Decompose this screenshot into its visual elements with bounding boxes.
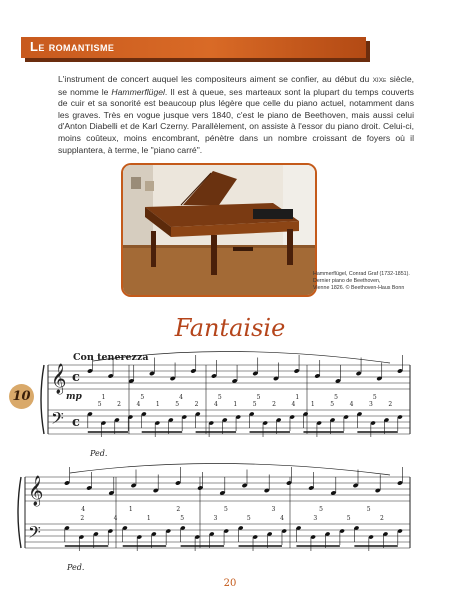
fingering-number: 3 [369,401,373,408]
fingering-number: 5 [246,515,251,522]
fingering-number: 3 [271,506,276,513]
fingering-number: 5 [217,394,222,401]
intro-text-3: . Il est à queue, ses marteaux sont la plupart du temps couverts de cuir et sa sonorité est beaucoup plus légère que celle du piano actuel, notamment dans les graves. Très en vogue jusque vers 1840, c'est le piano de Beethoven, mais aussi celui d'Anton Diabelli et de Karl Czerny. Parallèlement, on assiste à l'essor du piano droit. Celui-ci, moins coûteux, moins encombrant, pénètre dans un nombre croissant de foyers où il supplantera, à terme, le "piano carré". [58,86,414,155]
bass-clef-icon: 𝄢 [28,522,41,546]
caption-line-2: Dernier piano de Beethoven, [313,278,381,284]
time-signature: c [72,415,80,430]
fingering-number: 5 [366,506,371,513]
fingering-number: 2 [194,401,199,408]
fingering-number: 5 [180,515,185,522]
fingering-number: 1 [101,394,106,401]
fingering-number: 5 [252,401,257,408]
system-brace [41,365,44,434]
fingering-number: 4 [291,401,296,408]
phrase-slur [93,351,390,363]
fingering-number: 5 [175,401,180,408]
intro-century: XIXe [372,77,387,84]
fingering-number: 1 [128,506,133,513]
caption-line-1: Hammerflügel, Conrad Graf (1732-1851). [313,271,410,277]
fingering-number: 2 [176,506,181,513]
fingering-number: 5 [223,506,228,513]
fingering-number: 1 [233,401,238,408]
fingering-number: 5 [334,394,338,401]
tempo-marking: Con tenerezza [73,352,149,363]
fingering-number: 2 [388,401,393,408]
fingering-number: 4 [136,401,141,408]
phrase-slur [70,463,390,475]
fingering-number: 1 [146,515,151,522]
system-brace [18,477,21,548]
fingering-number: 4 [113,515,118,522]
treble-clef-icon: 𝄞 [51,364,67,394]
fingering-number: 2 [117,401,121,408]
fingering-number: 1 [295,394,300,401]
fingering-number: 3 [213,515,218,522]
fingering-number: 4 [280,515,284,522]
fingering-number: 4 [214,401,218,408]
piece-title: Fantaisie [174,314,286,342]
bass-clef-icon: 𝄢 [51,408,64,432]
time-signature: c [72,370,80,385]
fingering-number: 5 [319,506,323,513]
page-number: 20 [223,578,237,589]
fingering-number: 5 [346,515,351,522]
fingering-number: 3 [313,515,318,522]
fingering-number: 5 [256,394,261,401]
fingering-number: 2 [80,515,85,522]
pedal-marking: Ped. [67,563,85,572]
fingering-number: 4 [349,401,354,408]
intro-italic-term: Hammerflügel [111,86,165,97]
fingering-number: 4 [81,506,86,513]
section-title: Le romantisme [30,39,115,54]
fingering-number: 5 [140,394,145,401]
intro-text-1: L'instrument de concert auquel les compositeurs aiment se confier, au début du [58,74,373,84]
intro-text-2: siècle, se nomme le [58,74,414,97]
fingering-number: 4 [179,394,183,401]
fingering-number: 5 [97,401,102,408]
fingering-number: 2 [380,515,384,522]
fingering-number: 5 [372,394,377,401]
treble-clef-icon: 𝄞 [28,476,44,506]
caption-line-3: Vienne 1826. © Beethoven-Haus Bonn [313,285,405,291]
fingering-number: 2 [272,401,276,408]
fingering-number: 1 [155,401,160,408]
dynamic-marking: mp [66,392,82,402]
fingering-number: 1 [310,401,315,408]
pedal-marking: Ped. [90,449,108,458]
fingering-number: 5 [330,401,335,408]
exercise-number-badge: 10 [9,384,34,409]
